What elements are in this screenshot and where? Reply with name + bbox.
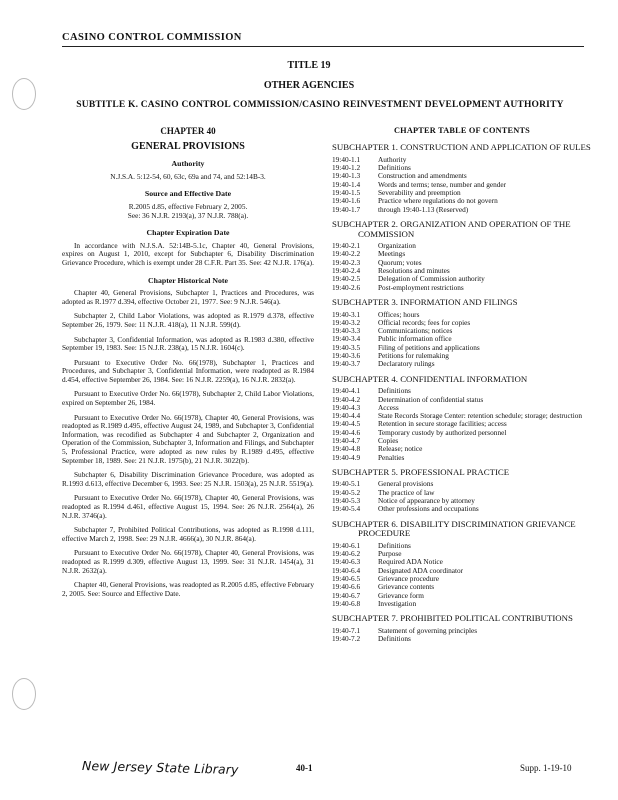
subchapter-heading: SUBCHAPTER 3. INFORMATION AND FILINGS	[332, 296, 518, 307]
history-paragraph: Subchapter 6, Disability Discrimination Grievance Procedure, was adopted as R.1993 d.613, effective December 6, 1993. See: 25 N.J.R. 1503(a), 25 N.J.R. 5519(a).	[62, 470, 314, 488]
toc-entry	[332, 583, 592, 591]
subchapter-heading: SUBCHAPTER 5. PROFESSIONAL PRACTICE	[332, 466, 510, 477]
section-number: 19:40-3.6	[332, 351, 361, 361]
toc-entry	[332, 445, 592, 453]
section-number: 19:40-5.3	[332, 496, 361, 506]
section-title: Petitions for rulemaking	[378, 351, 449, 361]
section-title: Investigation	[378, 598, 417, 608]
toc-entry	[332, 327, 592, 335]
section-number: 19:40-1.7	[332, 204, 361, 214]
section-title: through 19:40-1.13 (Reserved)	[378, 204, 469, 214]
expiration-heading: Chapter Expiration Date	[146, 228, 230, 238]
binder-hole	[12, 678, 36, 710]
section-number: 19:40-3.7	[332, 359, 361, 369]
toc-entry	[332, 319, 592, 327]
authority-heading: Authority	[171, 159, 205, 169]
section-title: Statement of governing principles	[378, 625, 478, 635]
toc-entry	[332, 567, 592, 575]
toc-entry	[332, 259, 592, 267]
section-title: Penalties	[378, 452, 405, 462]
subtitle-heading: SUBTITLE K. CASINO CONTROL COMMISSION/CASINO REINVESTMENT DEVELOPMENT AUTHORITY	[76, 100, 564, 110]
section-title: Words and terms; tense, number and gender	[378, 179, 507, 189]
section-title: General provisions	[378, 479, 434, 489]
section-title: Access	[378, 402, 399, 412]
toc-entry	[332, 592, 592, 600]
section-number: 19:40-6.7	[332, 590, 361, 600]
section-title: Purpose	[378, 549, 402, 559]
section-number: 19:40-1.3	[332, 171, 361, 181]
subchapter-heading: SUBCHAPTER 1. CONSTRUCTION AND APPLICATION OF RULES	[332, 142, 591, 153]
section-number: 19:40-6.4	[332, 565, 361, 575]
toc-entry	[332, 429, 592, 437]
toc-entry	[332, 344, 592, 352]
section-number: 19:40-4.6	[332, 427, 361, 437]
section-number: 19:40-6.8	[332, 598, 361, 608]
toc-title: CHAPTER TABLE OF CONTENTS	[393, 126, 530, 135]
section-number: 19:40-4.5	[332, 419, 361, 429]
agencies-heading: OTHER AGENCIES	[263, 80, 355, 91]
section-title: Meetings	[378, 249, 406, 259]
toc-entry	[332, 454, 592, 462]
section-number: 19:40-5.2	[332, 487, 361, 497]
source-line: See: 36 N.J.R. 2193(a), 37 N.J.R. 788(a).	[127, 210, 249, 220]
toc-entry	[332, 542, 592, 550]
section-title: Copies	[378, 435, 399, 445]
section-title: Grievance contents	[378, 582, 435, 592]
section-number: 19:40-7.1	[332, 625, 361, 635]
table-of-contents	[332, 124, 592, 643]
section-title: Severability and preemption	[378, 188, 461, 198]
history-paragraph: Subchapter 2, Child Labor Violations, was adopted as R.1979 d.378, effective September 26, 1979. See: 11 N.J.R. 418(a), 11 N.J.R. 599(d).	[62, 311, 314, 329]
section-number: 19:40-4.2	[332, 394, 361, 404]
section-title: Communications; notices	[378, 326, 453, 336]
running-head: CASINO CONTROL COMMISSION	[62, 32, 242, 43]
section-title: Official records; fees for copies	[378, 317, 471, 327]
section-title: Notice of appearance by attorney	[378, 496, 475, 506]
toc-list	[332, 143, 592, 643]
section-title: Offices; hours	[378, 309, 420, 319]
page-number: 40-1	[296, 763, 313, 773]
section-number: 19:40-6.6	[332, 582, 361, 592]
history-paragraph: Pursuant to Executive Order No. 66(1978), Subchapter 2, Child Labor Violations, expired on September 26, 1984.	[62, 389, 314, 408]
toc-entry	[332, 360, 592, 368]
expiration-text: In accordance with N.J.S.A. 52:14B-5.1c, Chapter 40, General Provisions, expires on August 1, 2010, except for Subchapter 6, Disability Discrimination Grievance Procedure, which is exempt under 28 C.F.R. Part 35. See: 42 N.J.R. 176(a).	[62, 240, 314, 267]
section-number: 19:40-2.1	[332, 241, 361, 251]
section-number: 19:40-4.8	[332, 444, 361, 454]
section-title: Release; notice	[378, 444, 423, 454]
section-number: 19:40-6.3	[332, 557, 361, 567]
section-number: 19:40-1.6	[332, 196, 361, 206]
toc-entry	[332, 206, 592, 214]
section-title: Quorum; votes	[378, 257, 422, 267]
history-list	[62, 289, 314, 598]
toc-entry	[332, 480, 592, 488]
section-title: Determination of confidential status	[378, 394, 484, 404]
title: TITLE 19	[287, 60, 331, 71]
section-title: Post-employment restrictions	[378, 282, 464, 292]
section-number: 19:40-3.2	[332, 317, 361, 327]
history-paragraph: Chapter 40, General Provisions, was readopted as R.2005 d.85, effective February 2, 2005. See: Source and Effective Date.	[62, 580, 314, 598]
section-title: Delegation of Commission authority	[378, 274, 485, 284]
section-number: 19:40-1.1	[332, 154, 361, 164]
source-line: R.2005 d.85, effective February 2, 2005.	[128, 201, 248, 211]
toc-entry	[332, 437, 592, 445]
section-title: Definitions	[378, 386, 411, 396]
section-number: 19:40-3.1	[332, 309, 361, 319]
section-number: 19:40-7.2	[332, 634, 361, 644]
chapter-name: GENERAL PROVISIONS	[131, 140, 245, 152]
section-title: Filing of petitions and applications	[378, 342, 480, 352]
section-title: Definitions	[378, 163, 411, 173]
subchapter-heading: SUBCHAPTER 6. DISABILITY DISCRIMINATION GRIEVANCE PROCEDURE	[332, 518, 576, 539]
section-title: Other professions and occupations	[378, 504, 479, 514]
section-title: Definitions	[378, 634, 411, 644]
section-title: Construction and amendments	[378, 171, 467, 181]
toc-entry	[332, 550, 592, 558]
header-rule	[62, 46, 584, 47]
toc-entry	[332, 600, 592, 608]
section-number: 19:40-3.3	[332, 326, 361, 336]
section-number: 19:40-1.4	[332, 179, 361, 189]
section-number: 19:40-4.7	[332, 435, 361, 445]
section-title: State Records Storage Center: retention schedule; storage; destruction	[378, 411, 583, 421]
history-paragraph: Subchapter 3, Confidential Information, was adopted as R.1983 d.380, effective September 19, 1983. See: 15 N.J.R. 238(a), 15 N.J.R. 1604(c).	[62, 334, 314, 353]
history-heading: Chapter Historical Note	[148, 275, 228, 285]
section-number: 19:40-4.1	[332, 386, 361, 396]
section-number: 19:40-4.3	[332, 402, 361, 412]
history-paragraph: Chapter 40, General Provisions, Subchapter 1, Practices and Procedures, was adopted as R.1977 d.394, effective October 21, 1977. See: 9 N.J.R. 546(a).	[62, 288, 314, 306]
section-title: Required ADA Notice	[378, 557, 443, 567]
section-number: 19:40-5.1	[332, 479, 361, 489]
section-title: Grievance form	[378, 590, 424, 600]
section-number: 19:40-2.6	[332, 282, 361, 292]
section-title: Authority	[378, 154, 407, 164]
history-paragraph: Pursuant to Executive Order No. 66(1978), Subchapter 1, Practices and Procedures, and Subchapter 3, Confidential Information, were readopted as R.1984 d.454, effective September 26, 1984. See: 16 N.J.R. 2259(a), 16 N.J.R. 2832(a).	[62, 357, 314, 384]
section-number: 19:40-4.4	[332, 411, 361, 421]
section-number: 19:40-3.4	[332, 334, 361, 344]
subchapter-heading: SUBCHAPTER 2. ORGANIZATION AND OPERATION OF THE COMMISSION	[332, 218, 571, 239]
toc-entry	[332, 181, 592, 189]
subchapter-heading: SUBCHAPTER 4. CONFIDENTIAL INFORMATION	[332, 373, 528, 384]
section-number: 19:40-2.3	[332, 257, 361, 267]
section-number: 19:40-6.5	[332, 574, 361, 584]
left-column	[62, 124, 314, 604]
section-title: Definitions	[378, 540, 411, 550]
toc-entry	[332, 396, 592, 404]
library-stamp: New Jersey State Library	[81, 757, 239, 778]
toc-entry	[332, 627, 592, 635]
authority-text: N.J.S.A. 5:12-54, 60, 63c, 69a and 74, and 52:14B-3.	[110, 171, 266, 181]
history-paragraph: Pursuant to Executive Order No. 66(1978), Chapter 40, General Provisions, was readopted as R.1989 d.495, effective August 24, 1989, and Subchapter 3, Confidential Information, was recodified as Subchapter 4 and Subchapter 2, Organization and Operation of the Commission, Subchapter 3, Information and Filings, and Subchapter 5, Professional Practice, were adopted as new rules by R.1989 d.495, effective September 18, 1989. See: 21 N.J.R. 1975(b), 21 N.J.R. 3022(b).	[62, 412, 314, 465]
section-title: Designated ADA coordinator	[378, 565, 464, 575]
subchapter-heading: SUBCHAPTER 7. PROHIBITED POLITICAL CONTRIBUTIONS	[332, 613, 573, 624]
section-number: 19:40-5.4	[332, 504, 361, 514]
section-number: 19:40-1.5	[332, 188, 361, 198]
history-paragraph: Pursuant to Executive Order No. 66(1978), Chapter 40, General Provisions, was readopted as R.1994 d.461, effective August 15, 1994. See: 26 N.J.R. 2564(a), 26 N.J.R. 3746(a).	[62, 493, 314, 520]
section-title: Resolutions and minutes	[378, 266, 450, 276]
section-number: 19:40-6.2	[332, 549, 361, 559]
section-number: 19:40-2.2	[332, 249, 361, 259]
toc-entry	[332, 156, 592, 164]
source-heading: Source and Effective Date	[144, 189, 232, 199]
toc-entry	[332, 635, 592, 643]
toc-entry	[332, 250, 592, 258]
toc-entry	[332, 352, 592, 360]
chapter-heading: CHAPTER 40	[160, 126, 216, 136]
toc-entry	[332, 505, 592, 513]
section-title: Retention in secure storage facilities; access	[378, 419, 507, 429]
section-number: 19:40-1.2	[332, 163, 361, 173]
section-number: 19:40-6.1	[332, 540, 361, 550]
section-title: The practice of law	[378, 487, 435, 497]
section-number: 19:40-2.5	[332, 274, 361, 284]
section-title: Temporary custody by authorized personnel	[378, 427, 507, 437]
section-title: Declaratory rulings	[378, 359, 435, 369]
section-title: Organization	[378, 241, 416, 251]
toc-entry	[332, 242, 592, 250]
section-number: 19:40-2.4	[332, 266, 361, 276]
history-paragraph: Pursuant to Executive Order No. 66(1978), Chapter 40, General Provisions, was readopted as R.1999 d.309, effective August 13, 1999. See: 31 N.J.R. 1454(a), 31 N.J.R. 2632(a).	[62, 548, 314, 575]
history-paragraph: Subchapter 7, Prohibited Political Contributions, was adopted as R.1998 d.111, effective March 2, 1998. See: 29 N.J.R. 4666(a), 30 N.J.R. 864(a).	[62, 525, 314, 543]
section-title: Practice where regulations do not govern	[378, 196, 498, 206]
toc-entry	[332, 575, 592, 583]
toc-entry	[332, 284, 592, 292]
section-title: Grievance procedure	[378, 574, 439, 584]
section-number: 19:40-4.9	[332, 452, 361, 462]
section-title: Public information office	[378, 334, 452, 344]
supplement-date: Supp. 1-19-10	[520, 763, 572, 773]
section-number: 19:40-3.5	[332, 342, 361, 352]
